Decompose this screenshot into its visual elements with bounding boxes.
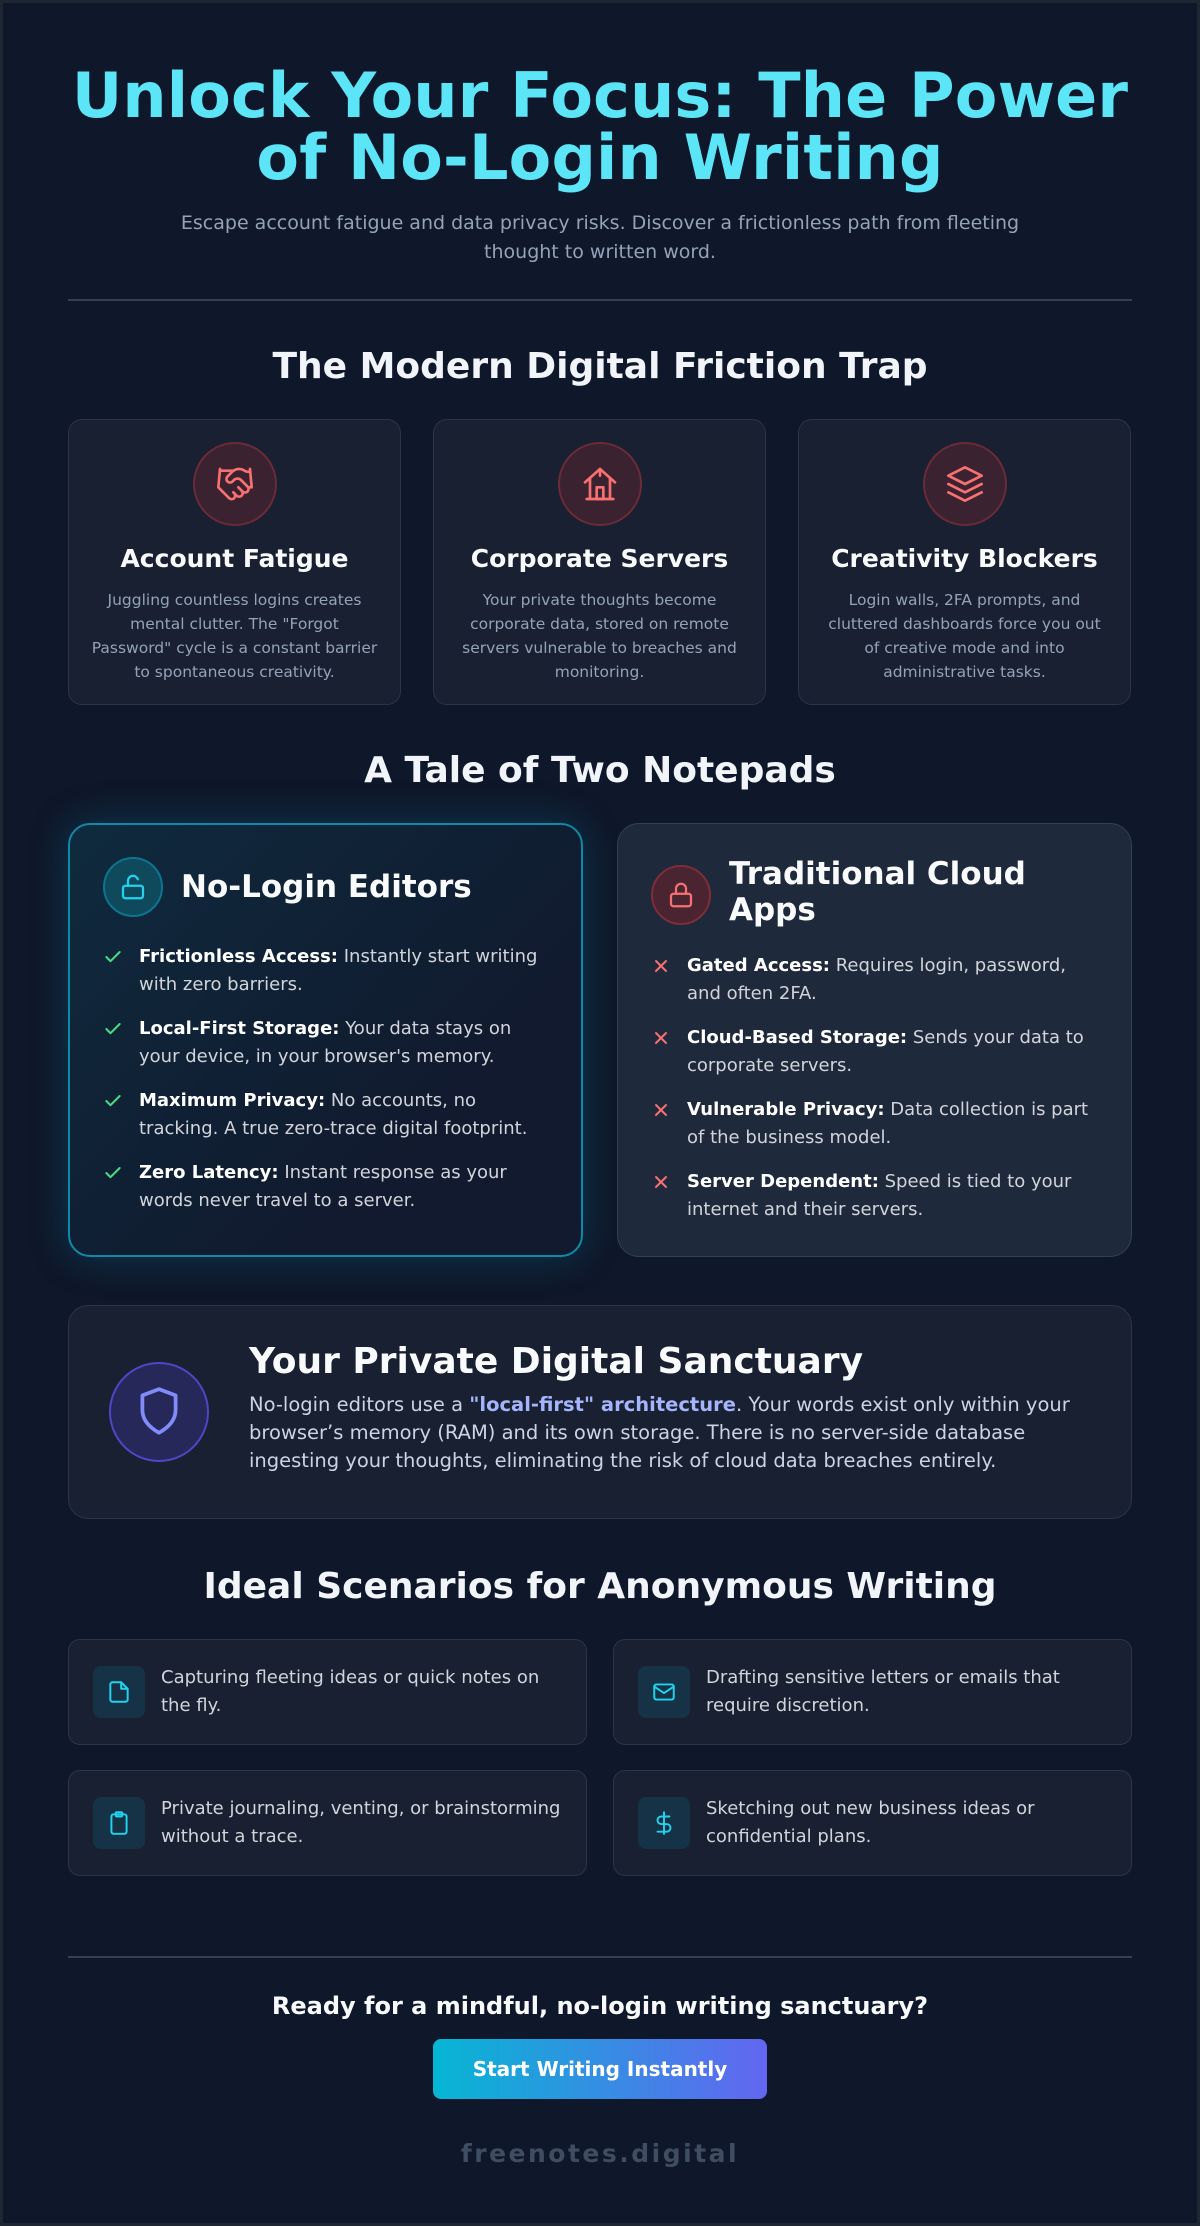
compare-cards [68, 823, 1132, 1257]
sanctuary-title: Your Private Digital Sanctuary [249, 1341, 864, 1382]
feature-list [103, 943, 548, 1215]
scenario-card [68, 1639, 587, 1745]
friction-card [433, 419, 766, 705]
list-item-text: Zero Latency: Instant response as your words never travel to a server. [139, 1162, 507, 1211]
list-item-text: Cloud-Based Storage: Sends your data to corporate servers. [687, 1027, 1084, 1076]
mail-icon [638, 1666, 690, 1718]
scenario-text: Sketching out new business ideas or confidential plans. [706, 1798, 1035, 1847]
friction-section-title: The Modern Digital Friction Trap [272, 346, 928, 387]
friction-card-text: Your private thoughts become corporate data, stored on remote servers vulnerable to breaches and monitoring. [462, 591, 737, 681]
scenarios-section-title: Ideal Scenarios for Anonymous Writing [203, 1566, 997, 1607]
scenario-card [613, 1639, 1132, 1745]
friction-card-title: Corporate Servers [470, 544, 729, 573]
scenario-text: Capturing fleeting ideas or quick notes on the fly. [161, 1667, 540, 1716]
friction-card-text: Login walls, 2FA prompts, and cluttered dashboards force you out of creative mode and into administrative tasks. [828, 591, 1101, 681]
list-item [103, 1015, 548, 1071]
no-login-card [68, 823, 583, 1257]
feature-list [651, 952, 1098, 1224]
clipboard-icon [93, 1797, 145, 1849]
divider [68, 1956, 1132, 1958]
x-icon [651, 1096, 673, 1152]
list-item-text: Server Dependent: Speed is tied to your internet and their servers. [687, 1171, 1072, 1220]
list-item [103, 943, 548, 999]
sanctuary-description: No-login editors use a "local-first" architecture. Your words exist only within your browser’s memory (RAM) and its own storage. There is no server-side database ingesting your thoughts, eliminating the risk of cloud data breaches entirely. [249, 1393, 1070, 1472]
x-icon [651, 952, 673, 1008]
scenario-card [68, 1770, 587, 1876]
scenario-card [613, 1770, 1132, 1876]
file-icon [93, 1666, 145, 1718]
list-item [103, 1087, 548, 1143]
friction-card-text: Juggling countless logins creates mental clutter. The "Forgot Password" cycle is a constant barrier to spontaneous creativity. [91, 591, 378, 681]
footer-brand: freenotes.digital [460, 2139, 740, 2168]
sanctuary-card [68, 1305, 1132, 1519]
start-writing-button[interactable]: Start Writing Instantly [433, 2039, 767, 2099]
check-icon [103, 1159, 125, 1215]
scenario-text: Drafting sensitive letters or emails that require discretion. [706, 1667, 1060, 1716]
list-item [651, 952, 1098, 1008]
check-icon [103, 943, 125, 999]
hero-title: Unlock Your Focus: The Power of No-Login Writing [71, 59, 1129, 194]
list-item [651, 1096, 1098, 1152]
card-header [103, 857, 548, 917]
card-title: Traditional Cloud Apps [729, 856, 1026, 928]
cloud-apps-card [617, 823, 1132, 1257]
layers-icon [923, 442, 1007, 526]
scenario-grid [68, 1639, 1132, 1876]
list-item-text: Frictionless Access: Instantly start writing with zero barriers. [139, 946, 538, 995]
scenario-text: Private journaling, venting, or brainstorming without a trace. [161, 1798, 561, 1847]
page [3, 3, 1197, 2223]
list-item [651, 1024, 1098, 1080]
card-title: No-Login Editors [181, 869, 472, 905]
list-item [651, 1168, 1098, 1224]
lock-icon [651, 865, 711, 925]
content [68, 59, 1132, 2168]
x-icon [651, 1168, 673, 1224]
list-item-text: Vulnerable Privacy: Data collection is part of the business model. [687, 1099, 1089, 1148]
list-item-text: Local-First Storage: Your data stays on your device, in your browser's memory. [139, 1018, 512, 1067]
unlock-icon [103, 857, 163, 917]
friction-card-title: Account Fatigue [120, 544, 349, 573]
server-building-icon [558, 442, 642, 526]
highlight-text: "local-first" architecture [469, 1393, 736, 1416]
check-icon [103, 1087, 125, 1143]
hero-subtitle: Escape account fatigue and data privacy risks. Discover a frictionless path from fleeting thought to written word. [180, 212, 1020, 263]
list-item [103, 1159, 548, 1215]
friction-card [798, 419, 1131, 705]
compare-section-title: A Tale of Two Notepads [364, 750, 836, 791]
friction-card-title: Creativity Blockers [831, 544, 1098, 573]
card-header [651, 856, 1098, 928]
handshake-icon [193, 442, 277, 526]
list-item-text: Gated Access: Requires login, password, and often 2FA. [687, 955, 1066, 1004]
sanctuary-text [249, 1341, 1079, 1475]
x-icon [651, 1024, 673, 1080]
shield-icon [109, 1362, 209, 1462]
check-icon [103, 1015, 125, 1071]
dollar-icon [638, 1797, 690, 1849]
cta-question: Ready for a mindful, no-login writing sanctuary? [271, 1992, 929, 2020]
list-item-text: Maximum Privacy: No accounts, no tracking. A true zero-trace digital footprint. [139, 1090, 528, 1139]
friction-cards [68, 419, 1132, 705]
divider [68, 299, 1132, 301]
friction-card [68, 419, 401, 705]
